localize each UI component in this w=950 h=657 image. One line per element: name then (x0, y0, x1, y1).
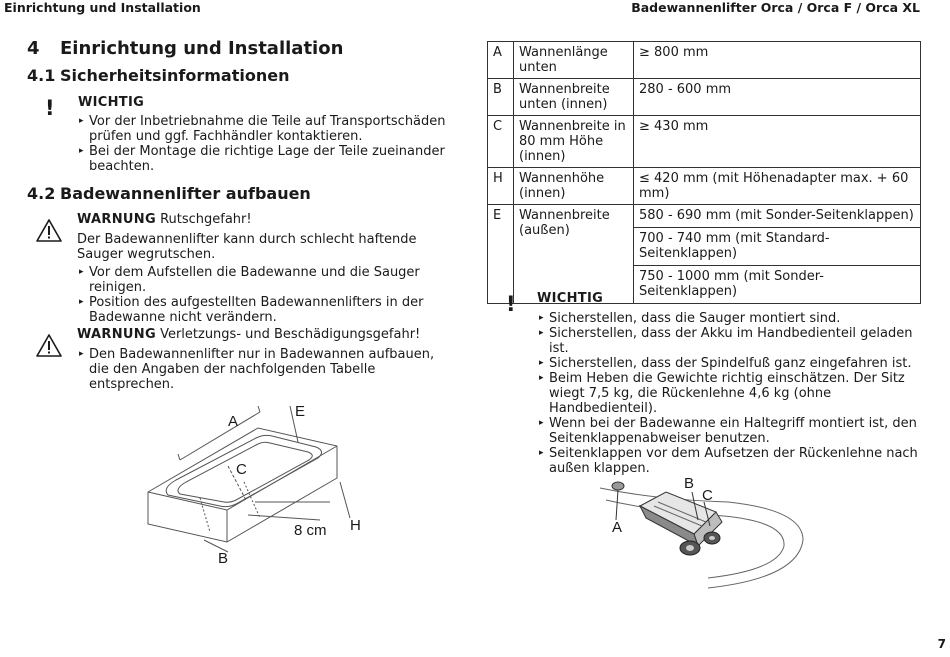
table-subcell: 580 - 690 mm (mit Sonder-Seitenklappen) (639, 208, 914, 223)
list-item: ▸ Wenn bei der Badewanne ein Haltegriff montiert ist, den Seitenklappenabweiser benutzen. (537, 416, 922, 446)
table-cell-name: Wannenbreite unten (innen) (514, 79, 634, 116)
figure-label-c: C (236, 461, 247, 478)
running-header-left: Einrichtung und Installation (4, 0, 201, 15)
table-cell-value: ≤ 420 mm (mit Höhenadapter max. + 60 mm) (634, 168, 921, 205)
figure-label-b: B (218, 550, 229, 567)
warning-list (77, 347, 457, 392)
table-cell-key: B (488, 79, 514, 116)
figure-label-b: B (684, 475, 695, 492)
warning-heading (77, 327, 457, 342)
section-heading-4-2 (27, 184, 311, 203)
warning-block-slip (77, 212, 455, 325)
figure-label-e: E (295, 403, 306, 420)
warning-heading (77, 212, 455, 227)
table-cell-value: ≥ 800 mm (634, 42, 921, 79)
notice-list (77, 114, 447, 174)
list-item: ▸ Position des aufgestellten Badewannenlifters in der Badewanne nicht verändern. (77, 295, 455, 325)
running-header-right: Badewannenlifter Orca / Orca F / Orca XL (631, 0, 920, 15)
list-item: ▸ Den Badewannenlifter nur in Badewannen aufbauen, die den Angaben der nachfolgenden Tabelle entsprechen. (77, 347, 457, 392)
table-row (488, 168, 921, 205)
figure-label-a: A (612, 519, 623, 536)
warning-triangle-icon (35, 218, 63, 243)
chapter-title: Einrichtung und Installation (60, 38, 344, 59)
lifter-in-tub-figure (598, 460, 808, 595)
figure-label-c: C (702, 487, 713, 504)
table-row (488, 116, 921, 168)
warning-subject: Rutschgefahr! (160, 212, 252, 227)
table-cell-name: Wannenbreite (außen) (514, 205, 634, 304)
tub-spec-table (487, 41, 921, 304)
chapter-number: 4 (27, 38, 40, 59)
list-item: ▸ Seitenklappen vor dem Aufsetzen der Rückenlehne nach außen klappen. (537, 446, 922, 476)
list-item: ▸ Vor dem Aufstellen die Badewanne und die Sauger reinigen. (77, 265, 455, 295)
section-heading-4-1 (27, 66, 289, 85)
warning-text: Der Badewannenlifter kann durch schlecht haftende Sauger wegrutschen. (77, 232, 417, 262)
list-item: ▸ Sicherstellen, dass der Akku im Handbedienteil geladen ist. (537, 326, 922, 356)
table-row (488, 79, 921, 116)
chapter-heading (27, 38, 343, 59)
table-cell-key: H (488, 168, 514, 205)
warning-label: WARNUNG (77, 212, 156, 227)
table-row (488, 205, 921, 304)
exclamation-icon: ! (506, 292, 516, 316)
figure-label-h: H (350, 517, 361, 534)
table-cell-name: Wannenhöhe (innen) (514, 168, 634, 205)
table-subcell: 750 - 1000 mm (mit Sonder-Seitenklappen) (634, 265, 920, 303)
table-cell-name: Wannenlänge unten (514, 42, 634, 79)
list-item: ▸ Sicherstellen, dass die Sauger montiert sind. (537, 311, 922, 326)
warning-list (77, 265, 455, 325)
warning-subject: Verletzungs- und Beschädigungsgefahr! (160, 327, 421, 342)
table-cell-value-group (634, 205, 921, 304)
notice-title: WICHTIG (537, 291, 604, 306)
list-item: ▸ Sicherstellen, dass der Spindelfuß ganz eingefahren ist. (537, 356, 922, 371)
table-cell-key: E (488, 205, 514, 304)
bathtub-dimension-figure (140, 390, 375, 570)
warning-label: WARNUNG (77, 327, 156, 342)
notice-title: WICHTIG (78, 95, 145, 110)
table-cell-key: A (488, 42, 514, 79)
table-row (488, 42, 921, 79)
exclamation-icon: ! (45, 96, 55, 120)
warning-triangle-icon (35, 333, 63, 358)
list-item: ▸ Beim Heben die Gewichte richtig einschätzen. Der Sitz wiegt 7,5 kg, die Rückenlehne 4,6 kg (ohne Handbedienteil). (537, 371, 922, 416)
list-item: ▸ Bei der Montage die richtige Lage der Teile zueinander beachten. (77, 144, 447, 174)
table-cell-value: ≥ 430 mm (634, 116, 921, 168)
table-subcell: 700 - 740 mm (mit Standard-Seitenklappen) (634, 227, 920, 265)
section-title: Badewannenlifter aufbauen (60, 184, 311, 203)
table-cell-value: 280 - 600 mm (634, 79, 921, 116)
notice-list (537, 311, 922, 476)
section-number: 4.1 (27, 66, 56, 85)
list-item: ▸ Vor der Inbetriebnahme die Teile auf Transportschäden prüfen und ggf. Fachhändler kontaktieren. (77, 114, 447, 144)
section-number: 4.2 (27, 184, 56, 203)
page-number: 7 (937, 637, 946, 651)
table-cell-name: Wannenbreite in 80 mm Höhe (innen) (514, 116, 634, 168)
warning-block-injury (77, 327, 457, 392)
figure-label-depth: 8 cm (294, 522, 327, 539)
table-cell-key: C (488, 116, 514, 168)
section-title: Sicherheitsinformationen (60, 66, 290, 85)
figure-label-a: A (228, 413, 239, 430)
